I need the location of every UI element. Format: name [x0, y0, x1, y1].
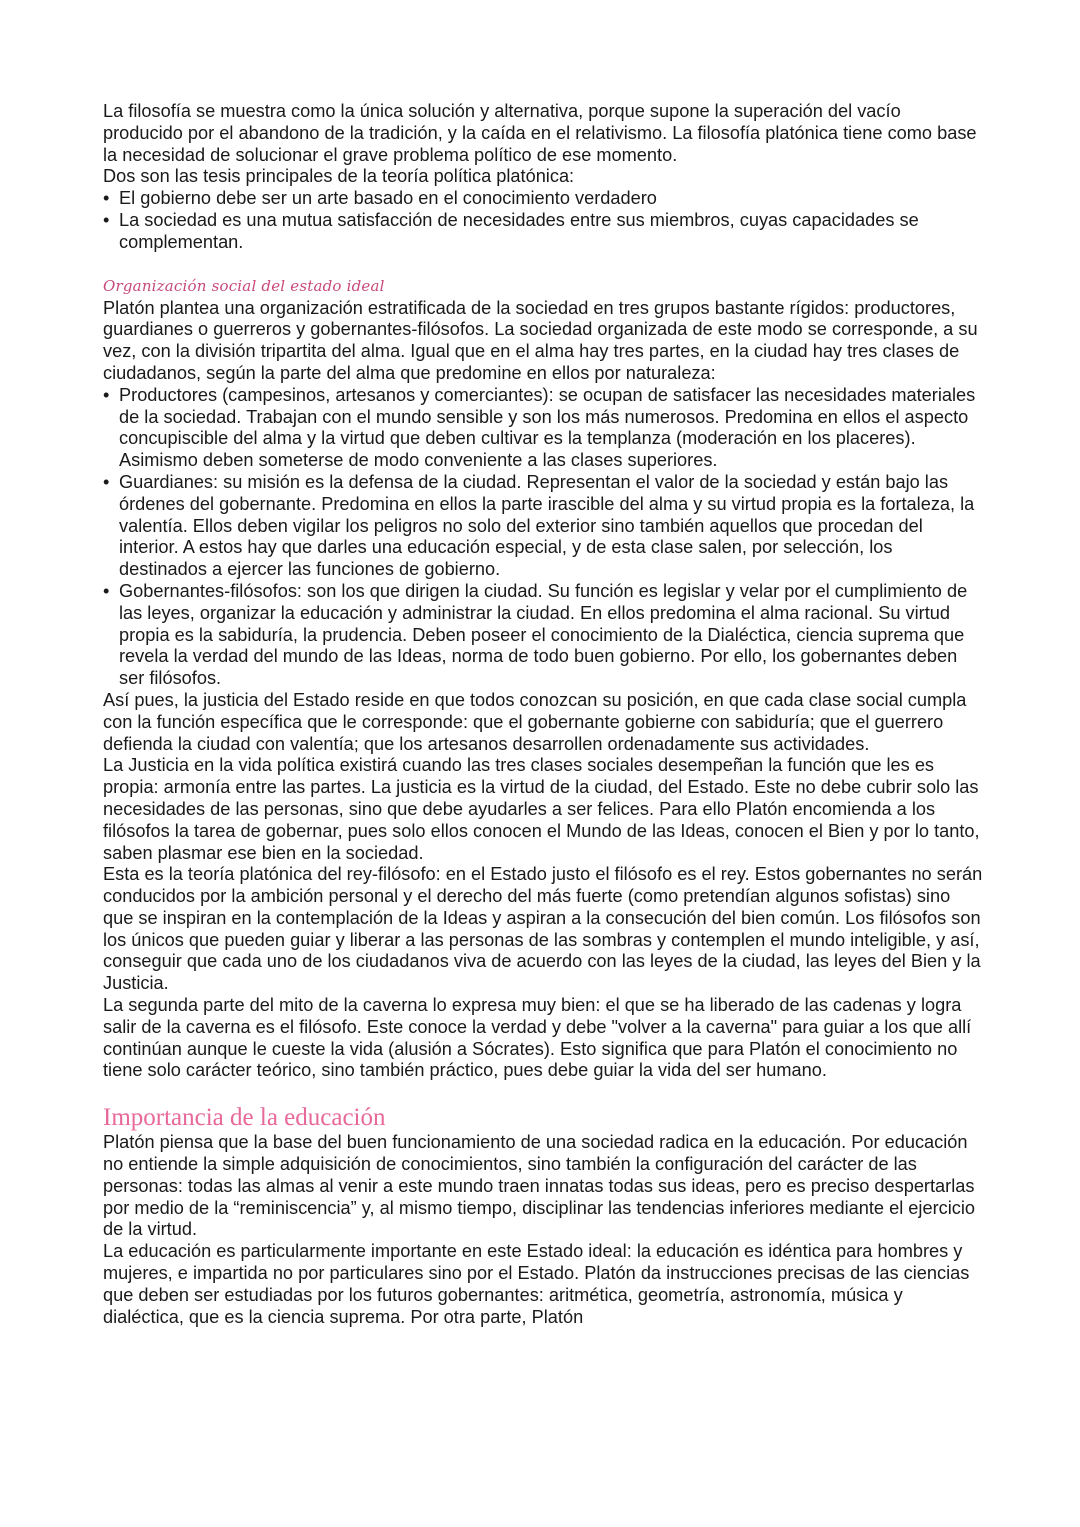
social-organization-paragraph: Platón plantea una organización estratificada de la sociedad en tres grupos bastante rígidos: productores, guardianes o guerreros y gobernantes-filósofos. La sociedad organizada de este modo se corresponde, a su vez, con la división tripartita del alma. Igual que en el alma hay tres partes, en la ciudad hay tres clases de ciudadanos, según la parte del alma que predomine en ellos por naturaleza:: [103, 297, 978, 383]
justice-political-paragraph: La Justicia en la vida política existirá cuando las tres clases sociales desempeñan la función que les es propia: armonía entre las partes. La justicia es la virtud de la ciudad, del Estado. Este no debe cubrir solo las necesidades de las personas, sino que debe ayudarles a ser felices. Para ello Platón encomienda a los filósofos la tarea de gobernar, pues solo ellos conocen el Mundo de las Ideas, conocen el Bien y por lo tanto, saben plasmar ese bien en la sociedad.: [103, 755, 980, 863]
list-item: • Gobernantes-filósofos: son los que dirigen la ciudad. Su función es legislar y velar por el cumplimiento de las leyes, organizar la educación y administrar la ciudad. En ellos predomina el alma racional. Su virtud propia es la sabiduría, la prudencia. Deben poseer el conocimiento de la Dialéctica, ciencia suprema que revela la verdad del mundo de las Ideas, norma de todo buen gobierno. Por ello, los gobernantes deben ser filósofos.: [103, 580, 968, 689]
education-paragraph-1: Platón piensa que la base del buen funcionamiento de una sociedad radica en la educación. Por educación no entiende la simple adquisición de conocimientos, sino también la configuración del carácter de las personas: todas las almas al venir a este mundo traen innatas todas sus ideas, pero es preciso despertarlas por medio de la “reminiscencia” y, al mismo tiempo, disciplinar las tendencias inferiores mediante el ejercicio de la virtud.: [103, 1132, 976, 1240]
justice-state-paragraph: Así pues, la justicia del Estado reside en que todos conozcan su posición, en que cada clase social cumpla con la función específica que le corresponde: que el gobernante gobierne con sabiduría; que el guerrero defienda la ciudad con valentía; que los artesanos desarrollen ordenadamente sus actividades.: [103, 689, 967, 754]
list-item: • El gobierno debe ser un arte basado en el conocimiento verdadero: [103, 188, 657, 209]
list-item: • Guardianes: su misión es la defensa de la ciudad. Representan el valor de la sociedad y están bajo las órdenes del gobernante. Predomina en ellos la parte irascible del alma y su virtud propia es la fortaleza, la valentía. Ellos deben vigilar los peligros no solo del exterior sino también aquellos que procedan del interior. A estos hay que darles una educación especial, y de esta clase salen, por selección, los destinados a ejercer las funciones de gobierno.: [103, 471, 975, 580]
intro-paragraph: La filosofía se muestra como la única solución y alternativa, porque supone la superación del vacío producido por el abandono de la tradición, y la caída en el relativismo. La filosofía platónica tiene como base la necesidad de solucionar el grave problema político de ese momento.: [103, 101, 977, 165]
section-subheading-social-organization: Organización social del estado ideal: [103, 276, 385, 295]
list-item: • Productores (campesinos, artesanos y comerciantes): se ocupan de satisfacer las necesidades materiales de la sociedad. Trabajan con el mundo sensible y son los más numerosos. Predomina en ellos el aspecto concupiscible del alma y la virtud que deben cultivar es la templanza (moderación en los placeres). Asimismo deben someterse de modo conveniente a las clases superiores.: [103, 384, 976, 471]
social-classes-list: [103, 385, 983, 690]
bullet-icon: •: [103, 188, 110, 209]
philosopher-king-paragraph: Esta es la teoría platónica del rey-filósofo: en el Estado justo el filósofo es el rey. Estos gobernantes no serán conducidos por la ambición personal y el derecho del más fuerte (como pretendían algunos sofistas) sino que se inspiran en la contemplación de la Ideas y aspiran a la consecución del bien común. Los filósofos son los únicos que pueden guiar y liberar a las personas de las sombras y contemplen el mundo inteligible, y así, conseguir que cada uno de los ciudadanos viva de acuerdo con las leyes de la ciudad, las leyes del Bien y la Justicia.: [103, 864, 983, 994]
bullet-icon: •: [103, 580, 110, 601]
bullet-icon: •: [103, 209, 110, 230]
bullet-icon: •: [103, 471, 110, 492]
list-item: • La sociedad es una mutua satisfacción de necesidades entre sus miembros, cuyas capacidades se complementan.: [103, 209, 919, 252]
bullet-icon: •: [103, 384, 110, 405]
education-paragraph-2: La educación es particularmente importante en este Estado ideal: la educación es idéntica para hombres y mujeres, e impartida no por particulares sino por el Estado. Platón da instrucciones precisas de las ciencias que deben ser estudiadas por los futuros gobernantes: aritmética, geometría, astronomía, música y dialéctica, que es la ciencia suprema. Por otra parte, Platón: [103, 1241, 970, 1327]
intro-thesis-list: [103, 188, 983, 253]
section-heading-education: Importancia de la educación: [103, 1104, 386, 1132]
intro-thesis-lead: Dos son las tesis principales de la teoría política platónica:: [103, 166, 575, 187]
document-page: [103, 101, 983, 1328]
cave-myth-paragraph: La segunda parte del mito de la caverna lo expresa muy bien: el que se ha liberado de las cadenas y logra salir de la caverna es el filósofo. Este conoce la verdad y debe "volver a la caverna" para guiar a los que allí continúan aunque le cueste la vida (alusión a Sócrates). Esto significa que para Platón el conocimiento no tiene solo carácter teórico, sino también práctico, pues debe guiar la vida del ser humano.: [103, 995, 972, 1081]
